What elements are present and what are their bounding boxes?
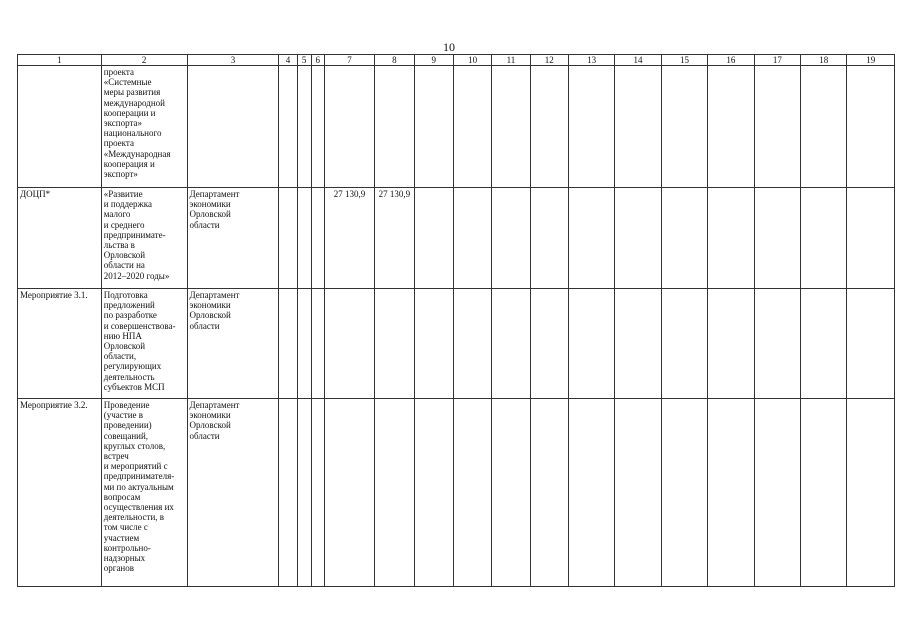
empty-cell bbox=[530, 399, 568, 587]
empty-cell bbox=[754, 66, 800, 188]
empty-cell bbox=[297, 66, 311, 188]
column-header-row bbox=[18, 55, 895, 66]
row-executor bbox=[187, 66, 279, 188]
column-header: 10 bbox=[453, 55, 491, 66]
column-header: 18 bbox=[801, 55, 847, 66]
column-header: 14 bbox=[615, 55, 661, 66]
table-row bbox=[18, 66, 895, 188]
empty-cell bbox=[414, 399, 453, 587]
column-header: 7 bbox=[324, 55, 374, 66]
empty-cell bbox=[279, 66, 297, 188]
empty-cell bbox=[568, 66, 614, 188]
empty-cell bbox=[615, 399, 661, 587]
column-header: 8 bbox=[375, 55, 414, 66]
empty-cell bbox=[708, 399, 754, 587]
empty-cell bbox=[279, 289, 297, 399]
column-header: 15 bbox=[661, 55, 707, 66]
table-row bbox=[18, 289, 895, 399]
empty-cell bbox=[414, 289, 453, 399]
empty-cell bbox=[414, 188, 453, 289]
empty-cell bbox=[754, 289, 800, 399]
column-header: 13 bbox=[568, 55, 614, 66]
empty-cell bbox=[453, 399, 491, 587]
empty-cell bbox=[453, 188, 491, 289]
row-title: проекта «Системные меры развития международной кооперации и экспорта» национального проекта «Международная кооперация и экспорт» bbox=[101, 66, 187, 188]
empty-cell bbox=[530, 289, 568, 399]
empty-cell bbox=[661, 289, 707, 399]
row-executor: Департамент экономики Орловской области bbox=[187, 289, 279, 399]
empty-cell bbox=[297, 188, 311, 289]
empty-cell bbox=[801, 188, 847, 289]
column-header: 1 bbox=[18, 55, 102, 66]
data-table bbox=[17, 54, 895, 587]
row-code bbox=[18, 66, 102, 188]
column-header: 16 bbox=[708, 55, 754, 66]
empty-cell bbox=[530, 188, 568, 289]
row-title: Подготовка предложений по разработке и совершенствова- нию НПА Орловской области, регулирующих деятельность субъектов МСП bbox=[101, 289, 187, 399]
row-value-col7 bbox=[324, 399, 374, 587]
empty-cell bbox=[568, 289, 614, 399]
empty-cell bbox=[801, 66, 847, 188]
column-header: 9 bbox=[414, 55, 453, 66]
empty-cell bbox=[492, 188, 530, 289]
empty-cell bbox=[661, 188, 707, 289]
empty-cell bbox=[754, 188, 800, 289]
row-value-col7 bbox=[324, 66, 374, 188]
empty-cell bbox=[414, 66, 453, 188]
row-executor: Департамент экономики Орловской области bbox=[187, 399, 279, 587]
empty-cell bbox=[661, 66, 707, 188]
empty-cell bbox=[847, 66, 895, 188]
column-header: 5 bbox=[297, 55, 311, 66]
row-code: Мероприятие 3.1. bbox=[18, 289, 102, 399]
empty-cell bbox=[297, 289, 311, 399]
page-number: 10 bbox=[443, 40, 455, 54]
empty-cell bbox=[492, 66, 530, 188]
empty-cell bbox=[615, 188, 661, 289]
table-row bbox=[18, 399, 895, 587]
column-header: 4 bbox=[279, 55, 297, 66]
row-title: «Развитие и поддержка малого и среднего предпринимате- льства в Орловской области на 2012–2020 годы» bbox=[101, 188, 187, 289]
empty-cell bbox=[279, 188, 297, 289]
column-header: 19 bbox=[847, 55, 895, 66]
empty-cell bbox=[453, 66, 491, 188]
empty-cell bbox=[311, 66, 324, 188]
column-header: 11 bbox=[492, 55, 530, 66]
column-header: 6 bbox=[311, 55, 324, 66]
row-value-col8 bbox=[375, 289, 414, 399]
row-code: ДОЦП* bbox=[18, 188, 102, 289]
empty-cell bbox=[492, 399, 530, 587]
empty-cell bbox=[297, 399, 311, 587]
empty-cell bbox=[568, 399, 614, 587]
empty-cell bbox=[801, 289, 847, 399]
column-header: 2 bbox=[101, 55, 187, 66]
empty-cell bbox=[847, 188, 895, 289]
row-title: Проведение (участие в проведении) совещаний, круглых столов, встреч и мероприятий с предпринимателя- ми по актуальным вопросам осуществления их деятельности, в том числе с участием контрольно- надзорных органов bbox=[101, 399, 187, 587]
row-value-col8: 27 130,9 bbox=[375, 188, 414, 289]
empty-cell bbox=[615, 66, 661, 188]
empty-cell bbox=[708, 289, 754, 399]
empty-cell bbox=[615, 289, 661, 399]
empty-cell bbox=[847, 289, 895, 399]
empty-cell bbox=[801, 399, 847, 587]
empty-cell bbox=[492, 289, 530, 399]
row-value-col8 bbox=[375, 66, 414, 188]
column-header: 3 bbox=[187, 55, 279, 66]
empty-cell bbox=[847, 399, 895, 587]
table-row bbox=[18, 188, 895, 289]
empty-cell bbox=[311, 289, 324, 399]
row-value-col7 bbox=[324, 289, 374, 399]
row-value-col8 bbox=[375, 399, 414, 587]
column-header: 12 bbox=[530, 55, 568, 66]
row-value-col7: 27 130,9 bbox=[324, 188, 374, 289]
empty-cell bbox=[453, 289, 491, 399]
empty-cell bbox=[568, 188, 614, 289]
empty-cell bbox=[311, 188, 324, 289]
empty-cell bbox=[279, 399, 297, 587]
empty-cell bbox=[311, 399, 324, 587]
column-header: 17 bbox=[754, 55, 800, 66]
empty-cell bbox=[754, 399, 800, 587]
row-executor: Департамент экономики Орловской области bbox=[187, 188, 279, 289]
row-code: Мероприятие 3.2. bbox=[18, 399, 102, 587]
empty-cell bbox=[708, 188, 754, 289]
empty-cell bbox=[661, 399, 707, 587]
empty-cell bbox=[530, 66, 568, 188]
empty-cell bbox=[708, 66, 754, 188]
